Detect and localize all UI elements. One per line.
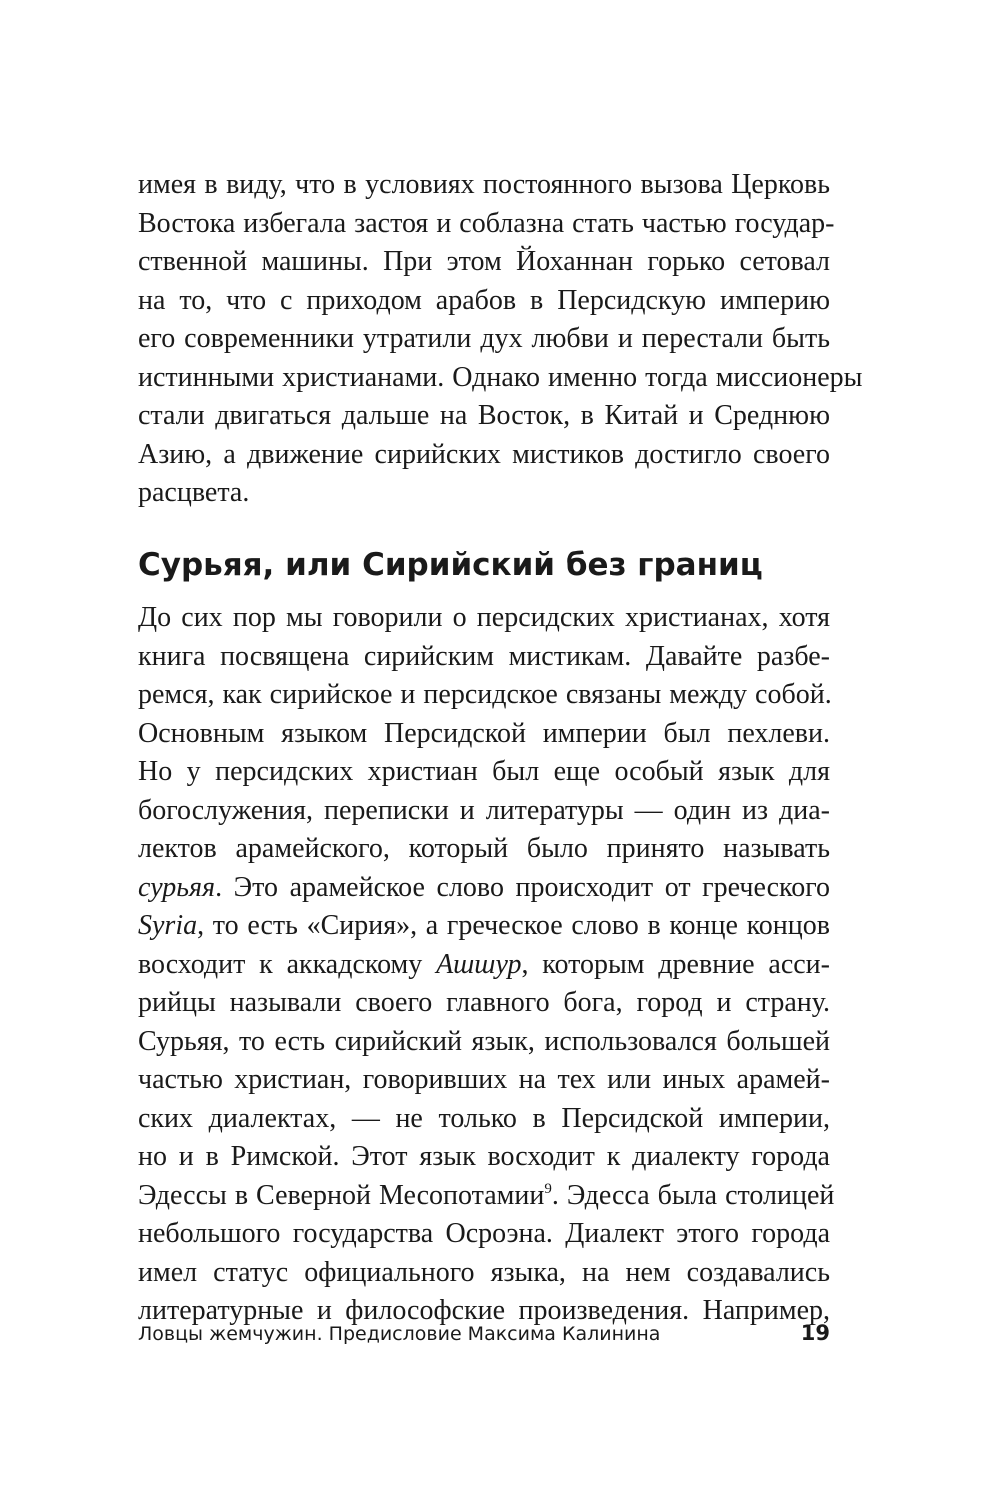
text-line: но и в Римской. Этот язык восходит к диалекту города xyxy=(138,1141,830,1172)
text-line: имел статус официального языка, на нем создавались xyxy=(138,1256,830,1288)
text-fragment: , которым древние асси- xyxy=(521,948,830,980)
text-line: ственной машины. При этом Йоханнан горько сетовал xyxy=(138,246,830,277)
italic-term: Ашшур xyxy=(436,948,522,980)
italic-term: сурьяя xyxy=(138,871,216,903)
text-line: расцвета. xyxy=(138,477,250,508)
text-line: литературные и философские произведения. Например, xyxy=(138,1295,830,1326)
text-line: ских диалектах, — не только в Персидской империи, xyxy=(138,1102,830,1134)
text-line: его современники утратили дух любви и перестали быть xyxy=(138,323,830,354)
text-fragment: восходит к аккадскому xyxy=(138,948,437,980)
running-footer-title: Ловцы жемчужин. Предисловие Максима Калинина xyxy=(138,1323,661,1345)
text-fragment: Эдессы в Северной Месопотамии xyxy=(138,1179,545,1211)
text-line: богослужения, переписки и литературы — один из диа- xyxy=(138,794,830,826)
text-line: Основным языком Персидской империи был пехлеви. xyxy=(138,717,830,749)
text-fragment: , то есть «Сирия», а греческое слово в конце концов xyxy=(197,910,830,941)
text-line xyxy=(138,1177,835,1216)
text-line: лектов арамейского, который было принято называть xyxy=(138,833,830,864)
text-line: Востока избегала застоя и соблазна стать частью государ- xyxy=(138,207,835,239)
italic-term: Syria xyxy=(138,910,198,941)
text-line: стали двигаться дальше на Восток, в Китай и Среднюю xyxy=(138,400,830,431)
text-line: на то, что с приходом арабов в Персидскую империю xyxy=(138,284,830,316)
text-line: рийцы называли своего главного бога, город и страну. xyxy=(138,987,830,1018)
text-line: До сих пор мы говорили о персидских христианах, хотя xyxy=(138,602,830,633)
text-line: истинными христианами. Однако именно тогда миссионеры xyxy=(138,361,863,393)
footnote-marker[interactable]: 9 xyxy=(544,1180,552,1197)
text-line: Азию, а движение сирийских мистиков достигло своего xyxy=(138,438,830,470)
text-line xyxy=(138,946,830,985)
text-line: Сурьяя, то есть сирийский язык, использовался большей xyxy=(138,1025,830,1057)
text-line: книга посвящена сирийским мистикам. Давайте разбе- xyxy=(138,640,830,672)
paragraph-2 xyxy=(138,599,835,1331)
text-fragment: . Эдесса была столицей xyxy=(551,1179,835,1211)
text-fragment: . Это арамейское слово происходит от греческого xyxy=(215,871,830,903)
section-heading: Сурьяя, или Сирийский без границ xyxy=(138,547,763,583)
text-line: небольшого государства Осроэна. Диалект этого города xyxy=(138,1218,830,1249)
text-line xyxy=(138,907,830,946)
text-line: Но у персидских христиан был еще особый язык для xyxy=(138,756,830,787)
text-line: частью христиан, говоривших на тех или иных арамей- xyxy=(138,1064,830,1095)
text-line: имея в виду, что в условиях постоянного вызова Церковь xyxy=(138,169,830,200)
paragraph-1 xyxy=(138,166,863,513)
page-number: 19 xyxy=(800,1321,830,1345)
text-line: ремся, как сирийское и персидское связаны между собой. xyxy=(138,679,832,710)
text-line xyxy=(138,869,830,908)
